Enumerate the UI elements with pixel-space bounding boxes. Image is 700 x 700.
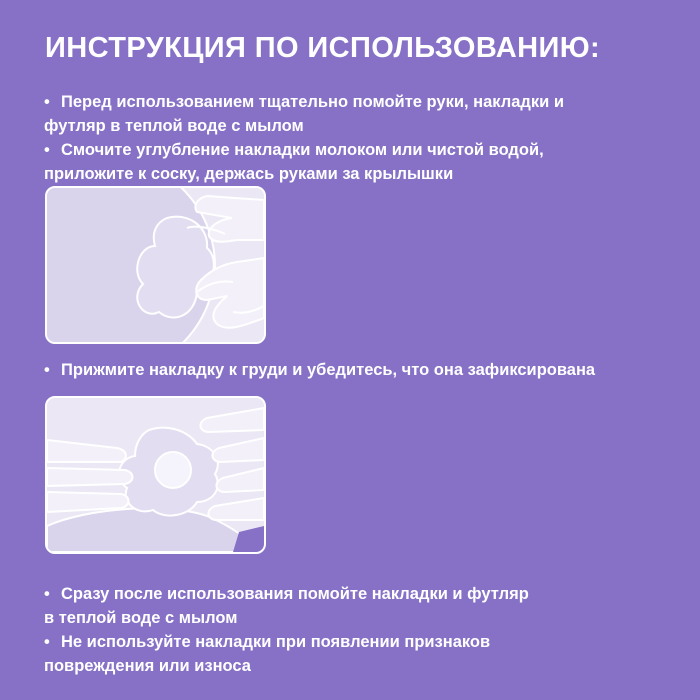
hands-holding-nipple-shield-photo — [45, 186, 266, 344]
step-1-line-2: футляр в теплой воде с мылом — [44, 117, 304, 135]
step-2-line-1: • Смочите углубление накладки молоком или чистой водой, — [44, 138, 674, 162]
step-4-line-2: в теплой воде с мылом — [44, 609, 238, 627]
step-4-line-1: • Сразу после использования помойте накладки и футляр — [44, 582, 674, 606]
bullet-icon: • — [44, 633, 50, 651]
step-group-preparation — [44, 90, 674, 186]
step-group-aftercare — [44, 582, 674, 678]
instructions-title: ИНСТРУКЦИЯ ПО ИСПОЛЬЗОВАНИЮ: — [45, 32, 601, 64]
step-group-fixing — [44, 358, 674, 382]
bullet-icon: • — [44, 361, 50, 379]
step-2-line-2: приложите к соску, держась руками за крылышки — [44, 165, 454, 183]
step-5-line-1: • Не используйте накладки при появлении признаков — [44, 630, 674, 654]
step-1-line-1: • Перед использованием тщательно помойте руки, накладки и — [44, 90, 674, 114]
step-5-line-2: повреждения или износа — [44, 657, 251, 675]
bullet-icon: • — [44, 93, 50, 111]
step-3-line-1: • Прижмите накладку к груди и убедитесь, что она зафиксирована — [44, 358, 674, 382]
bullet-icon: • — [44, 141, 50, 159]
hands-pressing-nipple-shield-photo — [45, 396, 266, 554]
bullet-icon: • — [44, 585, 50, 603]
